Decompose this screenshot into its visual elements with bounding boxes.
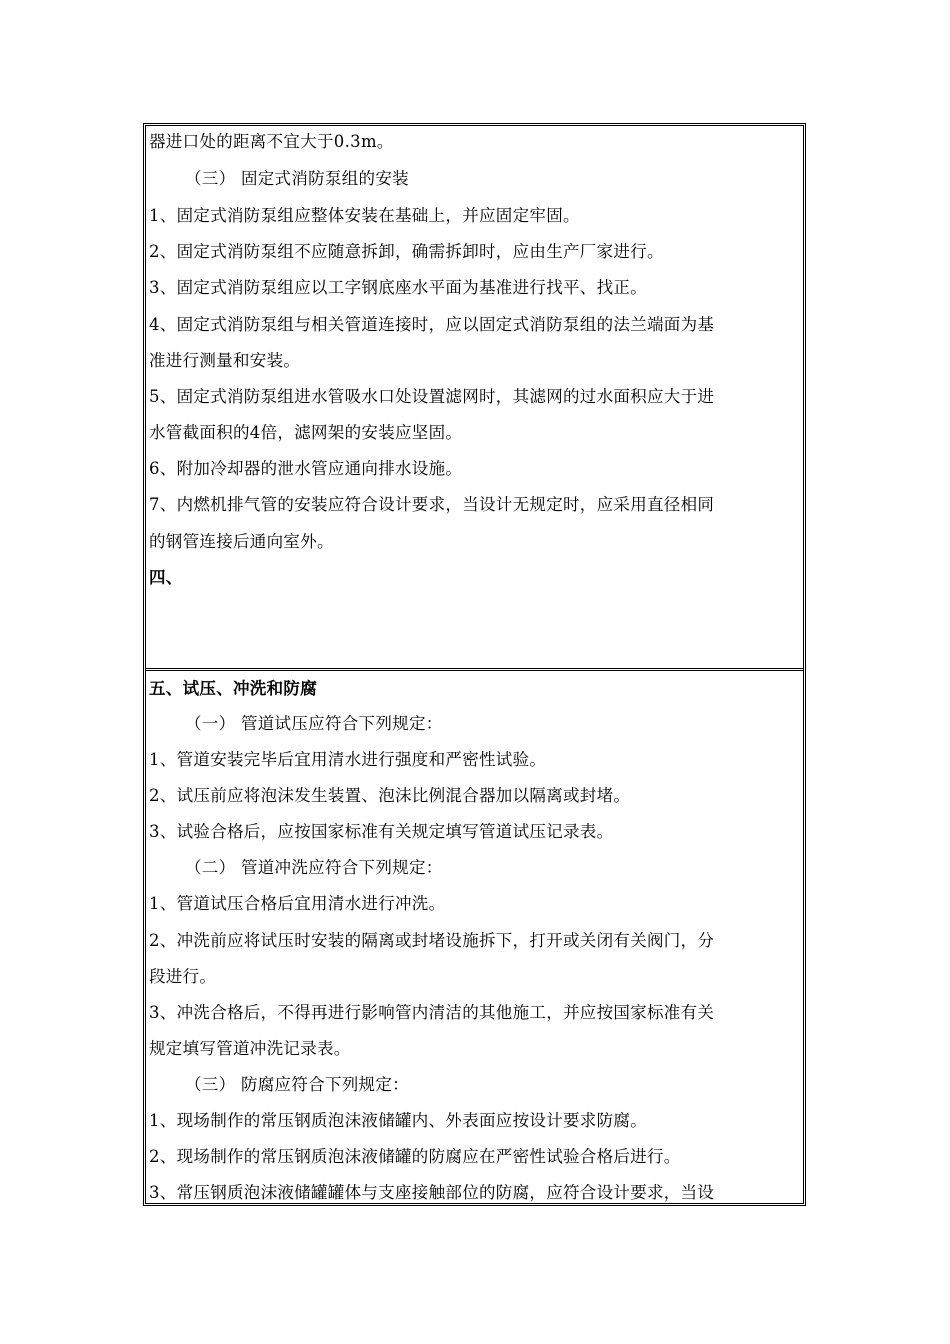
subheading-line: （三） 固定式消防泵组的安装 bbox=[185, 169, 409, 188]
table-cell-top bbox=[146, 126, 803, 668]
text-line: 段进行。 bbox=[149, 967, 217, 986]
text-line: 3、试验合格后，应按国家标准有关规定填写管道试压记录表。 bbox=[149, 822, 614, 841]
text-line: 3、固定式消防泵组应以工字钢底座水平面为基准进行找平、找正。 bbox=[149, 278, 647, 297]
subheading-line: （二） 管道冲洗应符合下列规定： bbox=[185, 858, 443, 877]
text-line: 器进口处的距离不宜大于0.3m。 bbox=[149, 132, 394, 151]
text-line: 3、常压钢质泡沫液储罐罐体与支座接触部位的防腐，应符合设计要求，当设 bbox=[149, 1183, 715, 1202]
text-line: 1、管道试压合格后宜用清水进行冲洗。 bbox=[149, 894, 446, 913]
text-line: 1、固定式消防泵组应整体安装在基础上，并应固定牢固。 bbox=[149, 206, 580, 225]
text-line: 的钢管连接后通向室外。 bbox=[149, 532, 334, 551]
text-line: 2、试压前应将泡沫发生装置、泡沫比例混合器加以隔离或封堵。 bbox=[149, 786, 631, 805]
text-line: 准进行测量和安装。 bbox=[149, 351, 301, 370]
text-line: 6、附加冷却器的泄水管应通向排水设施。 bbox=[149, 459, 463, 478]
text-line: 4、固定式消防泵组与相关管道连接时，应以固定式消防泵组的法兰端面为基 bbox=[149, 315, 715, 334]
text-line: 2、冲洗前应将试压时安装的隔离或封堵设施拆下，打开或关闭有关阀门，分 bbox=[149, 931, 715, 950]
table-cell-bottom bbox=[146, 668, 803, 1203]
subheading-line: （三） 防腐应符合下列规定： bbox=[185, 1075, 409, 1094]
text-line: 7、内燃机排气管的安装应符合设计要求，当设计无规定时，应采用直径相同 bbox=[149, 495, 715, 514]
document-table bbox=[143, 123, 806, 1206]
text-line: 2、现场制作的常压钢质泡沫液储罐的防腐应在严密性试验合格后进行。 bbox=[149, 1147, 681, 1166]
text-line: 2、固定式消防泵组不应随意拆卸，确需拆卸时，应由生产厂家进行。 bbox=[149, 242, 664, 261]
text-line: 1、现场制作的常压钢质泡沫液储罐内、外表面应按设计要求防腐。 bbox=[149, 1111, 647, 1130]
text-line: 规定填写管道冲洗记录表。 bbox=[149, 1039, 351, 1058]
subheading-line: （一） 管道试压应符合下列规定： bbox=[185, 714, 443, 733]
section-heading: 四、 bbox=[149, 568, 183, 587]
section-heading: 五、试压、冲洗和防腐 bbox=[149, 679, 317, 698]
text-line: 水管截面积的4倍，滤网架的安装应坚固。 bbox=[149, 423, 463, 442]
text-line: 3、冲洗合格后，不得再进行影响管内清洁的其他施工，并应按国家标准有关 bbox=[149, 1003, 715, 1022]
text-line: 1、管道安装完毕后宜用清水进行强度和严密性试验。 bbox=[149, 750, 547, 769]
text-line: 5、固定式消防泵组进水管吸水口处设置滤网时，其滤网的过水面积应大于进 bbox=[149, 387, 715, 406]
